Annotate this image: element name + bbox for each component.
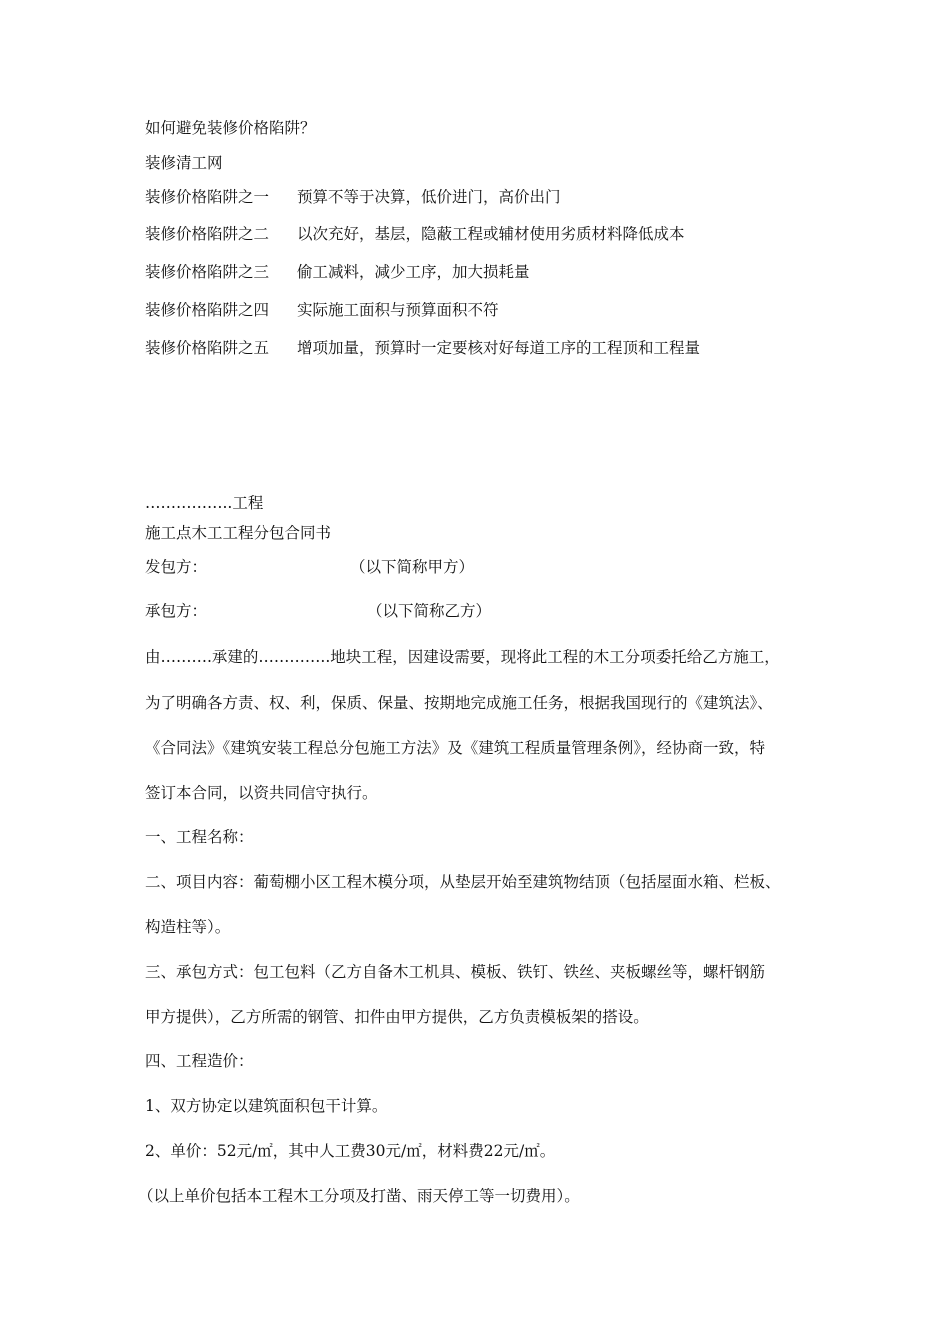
trap-item (145, 300, 499, 320)
party-b-label: 承包方： (145, 602, 208, 620)
trap-item (145, 262, 530, 282)
section-contract-method: 甲方提供），乙方所需的钢管、扣件由甲方提供，乙方负责模板架的搭设。 (145, 1008, 649, 1026)
trap-item (145, 338, 700, 358)
project-line: ……………..工程 (145, 494, 264, 512)
section-project-cost: 四、工程造价： (145, 1052, 254, 1070)
party-a-line (145, 557, 475, 577)
section-project-content: 构造柱等）。 (145, 918, 231, 936)
article-title: 如何避免装修价格陷阱？ (145, 119, 316, 137)
article-source: 装修清工网 (145, 154, 223, 172)
section-project-content: 二、项目内容：葡萄棚小区工程木模分项，从垫层开始至建筑物结顶（包括屋面水箱、栏板、 (145, 873, 781, 891)
trap-text: 增项加量，预算时一定要核对好每道工序的工程顶和工程量 (297, 339, 701, 357)
intro-paragraph-line: 为了明确各方责、权、利，保质、保量、按期地完成施工任务，根据我国现行的《建筑法》、 (145, 694, 773, 712)
contract-title: 施工点木工工程分包合同书 (145, 524, 332, 542)
trap-label: 装修价格陷阱之四 (145, 301, 270, 319)
cost-note: （以上单价包括本工程木工分项及打凿、雨天停工等一切费用）。 (138, 1187, 580, 1205)
party-b-note: （以下简称乙方） (367, 602, 492, 620)
trap-label: 装修价格陷阱之二 (145, 225, 270, 243)
trap-label: 装修价格陷阱之三 (145, 263, 270, 281)
trap-item (145, 187, 561, 207)
cost-item: 1、双方协定以建筑面积包干计算。 (145, 1097, 388, 1115)
party-a-label: 发包方： (145, 558, 208, 576)
trap-text: 预算不等于决算，低价进门，高价出门 (297, 188, 561, 206)
trap-label: 装修价格陷阱之一 (145, 188, 270, 206)
trap-text: 以次充好，基层，隐蔽工程或辅材使用劣质材料降低成本 (297, 225, 685, 243)
trap-text: 偷工减料，减少工序，加大损耗量 (297, 263, 530, 281)
trap-item (145, 224, 685, 244)
section-contract-method: 三、承包方式：包工包料（乙方自备木工机具、模板、铁钉、铁丝、夹板螺丝等，螺杆钢筋 (145, 963, 766, 981)
party-b-line (145, 601, 492, 621)
trap-label: 装修价格陷阱之五 (145, 339, 270, 357)
intro-paragraph-line: 签订本合同，以资共同信守执行。 (145, 784, 378, 802)
section-project-name: 一、工程名称： (145, 828, 254, 846)
cost-item: 2、单价：52元/㎡，其中人工费30元/㎡，材料费22元/㎡。 (145, 1142, 556, 1160)
intro-paragraph-line: 《合同法》《建筑安装工程总分包施工方法》及《建筑工程质量管理条例》，经协商一致，特 (145, 739, 766, 757)
party-a-note: （以下简称甲方） (350, 558, 475, 576)
trap-text: 实际施工面积与预算面积不符 (297, 301, 499, 319)
intro-paragraph-line: 由……….承建的…………..地块工程，因建设需要，现将此工程的木工分项委托给乙方施工， (145, 648, 780, 666)
